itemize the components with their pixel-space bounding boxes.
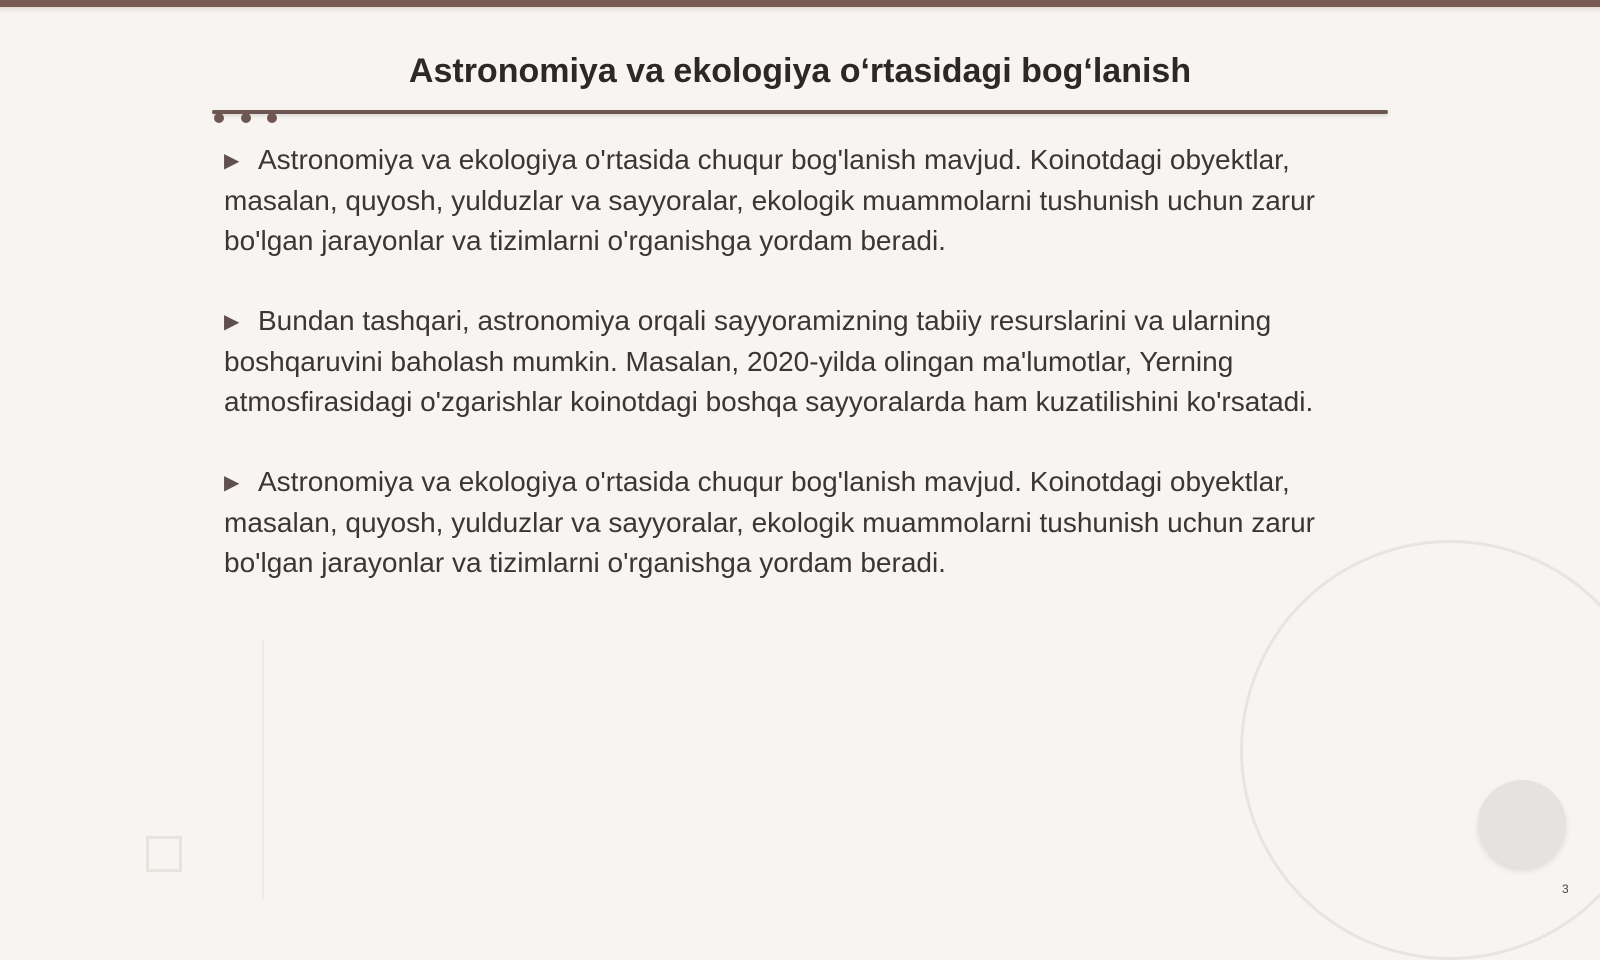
triangle-bullet-icon: ▶ — [224, 472, 240, 494]
triangle-bullet-icon: ▶ — [224, 311, 240, 333]
bullet-paragraph — [224, 301, 1384, 422]
title-underline — [212, 110, 1388, 114]
decorative-dot — [214, 113, 224, 123]
bullet-paragraph — [224, 462, 1384, 583]
paragraph-text: Astronomiya va ekologiya o'rtasida chuqur bog'lanish mavjud. Koinotdagi obyektlar, masalan, quyosh, yulduzlar va sayyoralar, ekologik muammolarni tushunish uchun zarur bo'lgan jarayonlar va tizimlarni o'rganishga yordam beradi. — [224, 466, 1315, 578]
bullet-paragraph — [224, 140, 1384, 261]
slide-title: Astronomiya va ekologiya o‘rtasidagi bog‘lanish — [408, 52, 1192, 90]
page-number: 3 — [1562, 882, 1569, 896]
triangle-bullet-icon: ▶ — [224, 150, 240, 172]
decorative-dot — [241, 113, 251, 123]
top-accent-bar — [0, 0, 1600, 7]
decorative-square — [146, 836, 182, 872]
decorative-dot — [267, 113, 277, 123]
paragraph-text: Astronomiya va ekologiya o'rtasida chuqur bog'lanish mavjud. Koinotdagi obyektlar, masalan, quyosh, yulduzlar va sayyoralar, ekologik muammolarni tushunish uchun zarur bo'lgan jarayonlar va tizimlarni o'rganishga yordam beradi. — [224, 144, 1315, 256]
decorative-disc — [1478, 780, 1566, 868]
decorative-line — [262, 640, 264, 900]
paragraph-text: Bundan tashqari, astronomiya orqali sayyoramizning tabiiy resurslarini va ularning boshqaruvini baholash mumkin. Masalan, 2020-yilda olingan ma'lumotlar, Yerning atmosfirasidagi o'zgarishlar koinotdagi boshqa sayyoralarda ham kuzatilishini ko'rsatadi. — [224, 305, 1314, 417]
slide-body — [224, 140, 1384, 623]
top-accent-shadow — [0, 7, 1600, 13]
